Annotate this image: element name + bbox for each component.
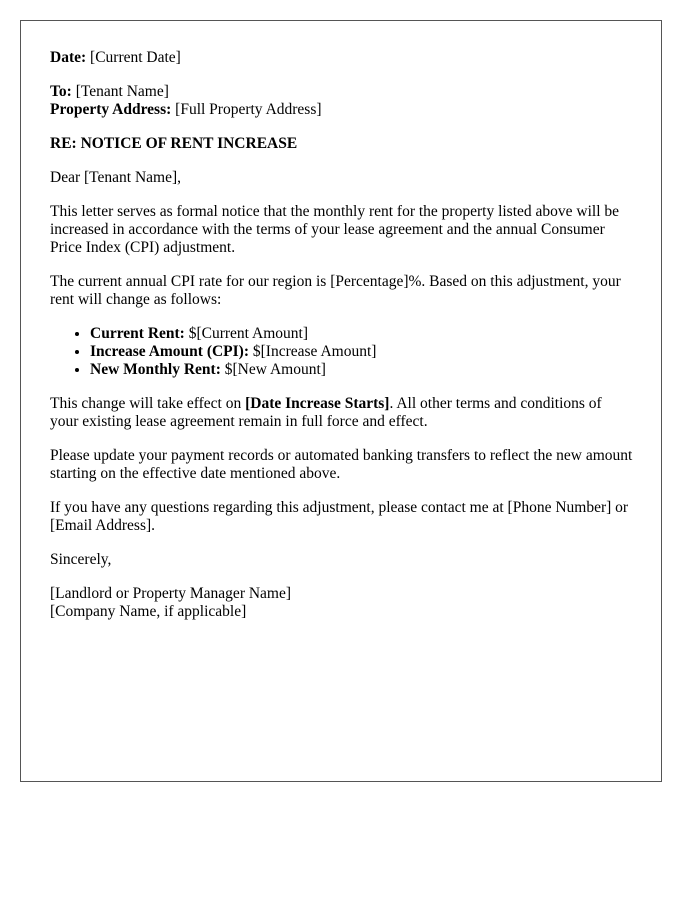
date-value: [Current Date] (90, 49, 181, 66)
new-rent-label: New Monthly Rent: (90, 361, 221, 378)
increase-amount-value: $[Increase Amount] (252, 343, 377, 360)
list-item (90, 361, 633, 379)
signature-company: [Company Name, if applicable] (50, 603, 247, 620)
to-line (50, 83, 633, 101)
paragraph-effective-date (50, 395, 633, 431)
list-item (90, 325, 633, 343)
closing: Sincerely, (50, 551, 112, 568)
increase-amount-label: Increase Amount (CPI): (90, 343, 250, 360)
effective-date-text-after: . All other terms and conditions of your existing lease agreement remain in full force and effect. (50, 395, 602, 430)
date-label: Date: (50, 49, 87, 66)
signature-name: [Landlord or Property Manager Name] (50, 585, 292, 602)
effective-date-text-before: This change will take effect on (50, 395, 246, 412)
paragraph-contact: If you have any questions regarding this adjustment, please contact me at [Phone Number] or [Email Address]. (50, 499, 629, 534)
current-rent-value: $[Current Amount] (188, 325, 308, 342)
paragraph-cpi-rate: The current annual CPI rate for our region is [Percentage]%. Based on this adjustment, your rent will change as follows: (50, 273, 621, 308)
recipient-block (50, 83, 633, 119)
rent-change-list (50, 325, 633, 379)
to-label: To: (50, 83, 72, 100)
property-address-line (50, 101, 633, 119)
subject-heading: RE: NOTICE OF RENT INCREASE (50, 135, 298, 152)
paragraph-payment-update: Please update your payment records or automated banking transfers to reflect the new amount starting on the effective date mentioned above. (50, 447, 633, 482)
letter-page (20, 20, 662, 782)
property-address-label: Property Address: (50, 101, 172, 118)
list-item (90, 343, 633, 361)
paragraph-notice: This letter serves as formal notice that the monthly rent for the property listed above will be increased in accordance with the terms of your lease agreement and the annual Consumer Price Index (CPI) adjustment. (50, 203, 620, 256)
salutation: Dear [Tenant Name], (50, 169, 182, 186)
current-rent-label: Current Rent: (90, 325, 185, 342)
signature-block (50, 585, 633, 621)
to-value: [Tenant Name] (75, 83, 169, 100)
new-rent-value: $[New Amount] (224, 361, 326, 378)
date-line (50, 49, 633, 67)
property-address-value: [Full Property Address] (175, 101, 322, 118)
effective-date-value: [Date Increase Starts] (245, 395, 390, 412)
